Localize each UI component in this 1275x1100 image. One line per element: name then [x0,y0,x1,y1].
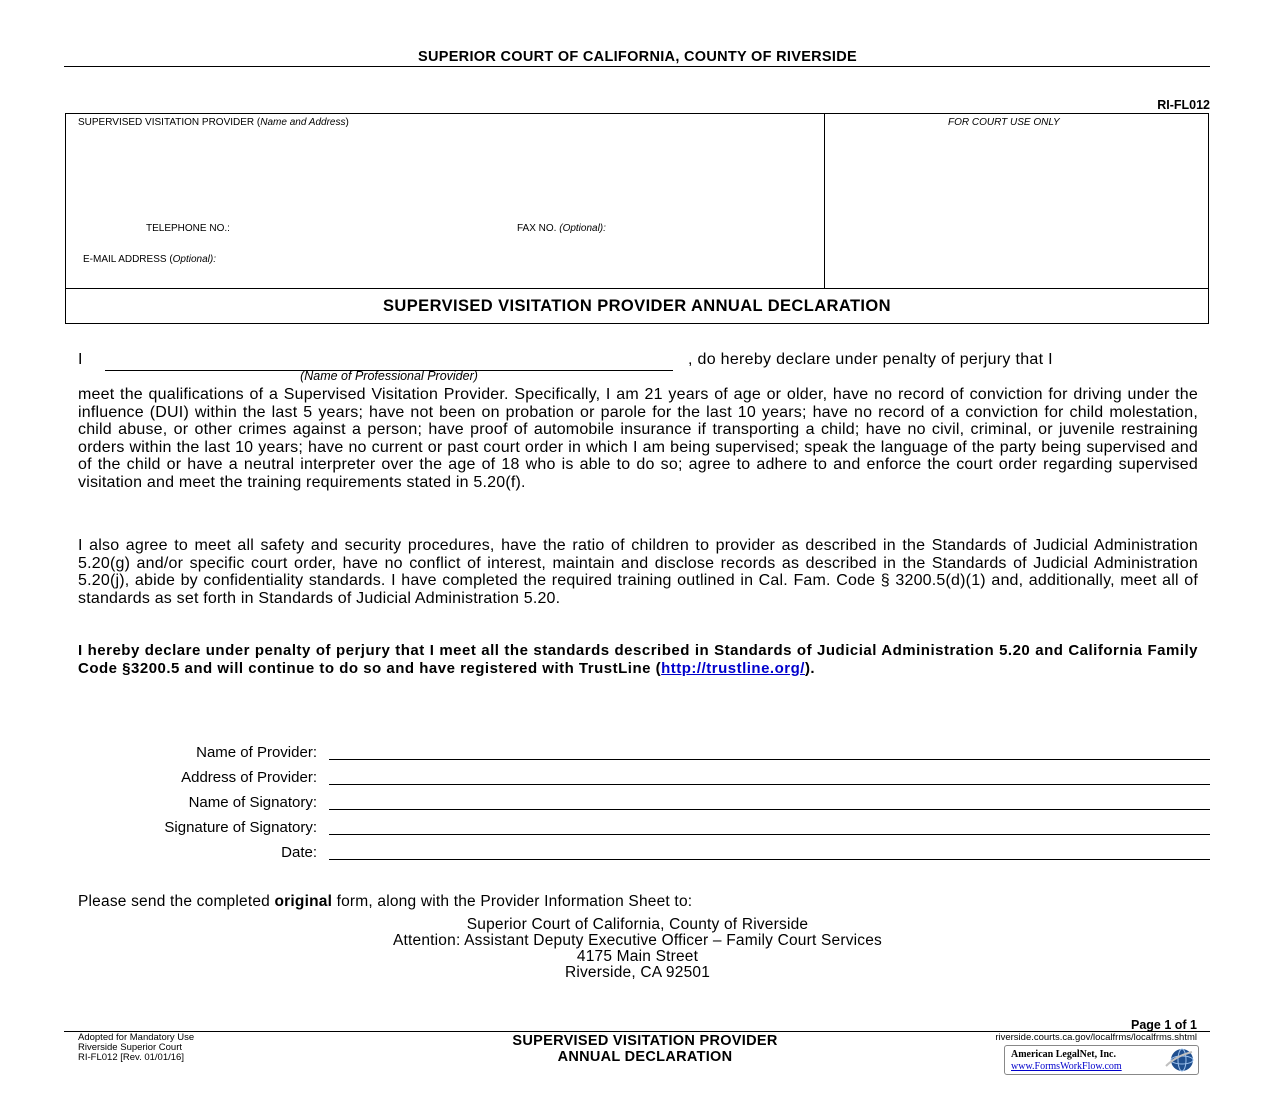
adopted-line: Adopted for Mandatory Use [78,1032,195,1043]
name-of-provider-field[interactable] [329,759,1210,760]
declaration-intro-tail: , do hereby declare under penalty of perjury that I [688,351,1053,368]
perjury-statement: I hereby declare under penalty of perjury that I meet all the standards described in Standards of Judicial Administration 5.20 and California Family Code §3200.5 and will continue to do so and have registered with TrustLine (http://trustline.org/). [78,642,1198,677]
telephone-label: TELEPHONE NO.: [146,223,230,234]
name-of-provider-label: Name of Provider: [196,744,317,761]
signature-of-signatory-label: Signature of Signatory: [164,819,317,836]
qualifications-paragraph: meet the qualifications of a Supervised Visitation Provider. Specifically, I am 21 years of age or older, have no record of conviction for driving under the influence (DUI) within the last 5 years; have not been on probation or parole for the last 10 years; have no record of a conviction for child molestation, child abuse, or other crimes against a person; have proof of automobile insurance if transporting a child; have no civil, criminal, or juvenile restraining orders within the last 10 years; have no current or past court order in which I am being supervised; speak the language of the party being supervised and of the child or have a neutral interpreter over the age of 18 who is able to do so; agree to adhere to and enforce the court order regarding supervised visitation and meet the training requirements stated in 5.20(f). [78,386,1198,491]
court-use-label: FOR COURT USE ONLY [948,117,1060,128]
email-label: E-MAIL ADDRESS (Optional): [83,254,217,265]
address-line: Superior Court of California, County of Riverside [466,916,809,933]
name-of-signatory-field[interactable] [329,809,1210,810]
signature-field[interactable] [329,834,1210,835]
address-of-provider-label: Address of Provider: [181,769,317,786]
email-field[interactable] [254,251,814,267]
send-instructions: Please send the completed original form, along with the Provider Information Sheet to: [78,893,693,910]
fax-label: FAX NO. (Optional): [517,223,606,234]
court-title: SUPERIOR COURT OF CALIFORNIA, COUNTY OF RIVERSIDE [418,49,857,65]
provider-label: SUPERVISED VISITATION PROVIDER (Name and Address) [78,117,349,128]
date-field[interactable] [329,859,1210,860]
court-url[interactable]: riverside.courts.ca.gov/localfrms/localfrms.shtml [995,1032,1197,1043]
globe-icon [1162,1046,1198,1074]
adopted-line: Riverside Superior Court [78,1042,183,1053]
court-use-area [830,132,1204,282]
document-title: SUPERVISED VISITATION PROVIDER ANNUAL DECLARATION [383,297,891,315]
form-revision: RI-FL012 [Rev. 01/01/16] [78,1052,184,1063]
trustline-link[interactable]: http://trustline.org/ [661,659,805,677]
page-number: Page 1 of 1 [1131,1018,1197,1032]
vendor-name: American LegalNet, Inc. [1011,1049,1116,1060]
fax-field[interactable] [630,220,815,236]
caption-title-rule [65,288,1209,289]
address-line: 4175 Main Street [576,948,699,965]
caption-divider [824,113,825,289]
title-rule [64,66,1210,67]
vendor-url[interactable]: www.FormsWorkFlow.com [1011,1061,1122,1072]
provider-name-address-field[interactable] [78,130,818,220]
name-of-signatory-label: Name of Signatory: [188,794,317,811]
address-of-provider-field[interactable] [329,784,1210,785]
telephone-field[interactable] [252,220,502,236]
address-line: Riverside, CA 92501 [564,964,711,981]
form-number: RI-FL012 [1157,98,1210,112]
name-caption: (Name of Professional Provider) [300,369,478,383]
declarant-pronoun: I [78,351,83,368]
date-label: Date: [281,844,317,861]
standards-paragraph: I also agree to meet all safety and security procedures, have the ratio of children to provider as described in the Standards of Judicial Administration 5.20(g) and/or specific court order, have no conflict of interest, maintain and disclose records as described in the Standards of Judicial Administration 5.20(j), abide by confidentiality standards. I have completed the required training outlined in Cal. Fam. Code § 3200.5(d)(1) and, additionally, meet all of standards as set forth in Standards of Judicial Administration 5.20. [78,537,1198,607]
address-line: Attention: Assistant Deputy Executive Officer – Family Court Services [392,932,883,949]
footer-title: ANNUAL DECLARATION [557,1049,733,1065]
footer-title: SUPERVISED VISITATION PROVIDER [512,1033,778,1049]
